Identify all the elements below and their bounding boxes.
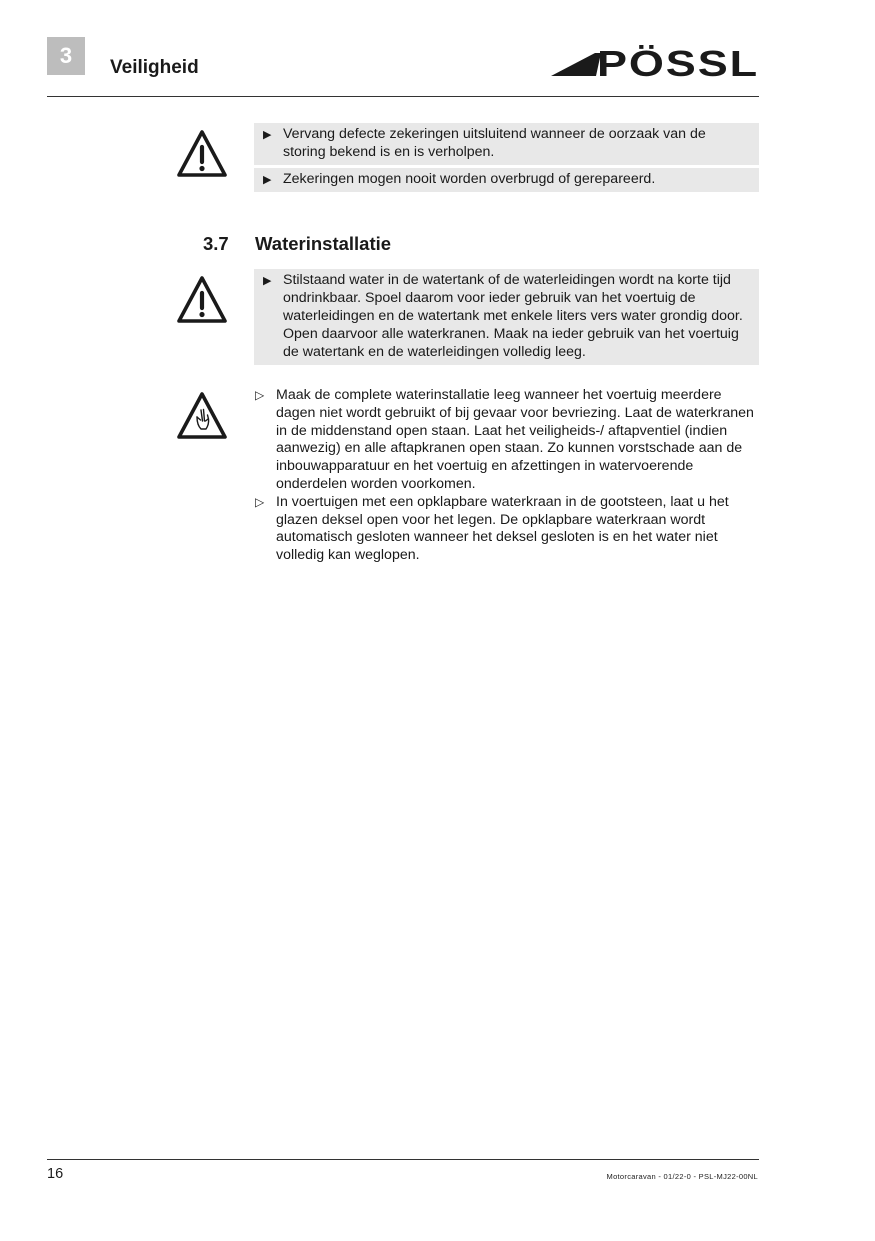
warning-item [254, 123, 759, 165]
bullet-arrow-icon: ▶ [263, 275, 272, 287]
warning-exclamation-icon [176, 274, 228, 326]
header-divider [47, 96, 759, 97]
logo-text: PÖSSL [597, 45, 759, 78]
note-item-text: In voertuigen met een opklapbare waterkraan in de gootsteen, laat u het glazen deksel open voor het legen. De opklapbare waterkraan wordt automatisch gesloten wanneer het deksel gesloten is en het water niet volledig kan weglopen. [276, 493, 729, 564]
warning-item [254, 269, 759, 365]
section-title: Waterinstallatie [255, 233, 392, 254]
footer-divider [47, 1159, 759, 1160]
note-hand-icon [176, 390, 228, 442]
bullet-triangle-icon: ▷ [255, 494, 265, 509]
document-reference: Motorcaravan - 01/22-0 - PSL-MJ22-00NL [606, 1172, 758, 1181]
bullet-arrow-icon: ▶ [263, 129, 272, 141]
note-item [254, 494, 759, 565]
possl-logo [549, 45, 760, 78]
chapter-title: Veiligheid [110, 57, 199, 78]
warning-box-fuses [254, 123, 759, 192]
warning-item-text: Stilstaand water in de watertank of de waterleidingen wordt na korte tijd ondrinkbaar. Spoel daarom voor ieder gebruik van het voertuig de waterleidingen en de watertank met enkele liters vers water grondig door. Open daarvoor alle waterkranen. Maak na ieder gebruik van het voertuig de watertank en de waterleidingen volledig leeg. [283, 272, 743, 360]
warning-item [254, 165, 759, 192]
bullet-arrow-icon: ▶ [263, 174, 272, 186]
section-number: 3.7 [203, 233, 229, 254]
chapter-number-box [47, 37, 85, 75]
warning-box-water [254, 269, 759, 365]
warning-item-text: Zekeringen mogen nooit worden overbrugd of gerepareerd. [283, 171, 656, 187]
chapter-number: 3 [59, 43, 73, 68]
note-item [254, 387, 759, 494]
warning-item-text: Vervang defecte zekeringen uitsluitend wanneer de oorzaak van de storing bekend is en is verholpen. [283, 126, 706, 160]
bullet-triangle-icon: ▷ [255, 388, 265, 402]
page-number: 16 [47, 1166, 64, 1182]
warning-exclamation-icon [176, 128, 228, 180]
note-item-text: Maak de complete waterinstallatie leeg wanneer het voertuig meerdere dagen niet wordt gebruikt of bij gevaar voor bevriezing. Laat de waterkranen in de middenstand open staan. Laat het veiligheids-/ aftapventiel (indien aanwezig) en alle aftapkranen open staan. Zo kunnen vorstschade aan de inbouwapparatuur en het voertuig en afzettingen in watervoerende onderdelen worden voorkomen. [276, 387, 754, 492]
note-list [254, 387, 759, 565]
